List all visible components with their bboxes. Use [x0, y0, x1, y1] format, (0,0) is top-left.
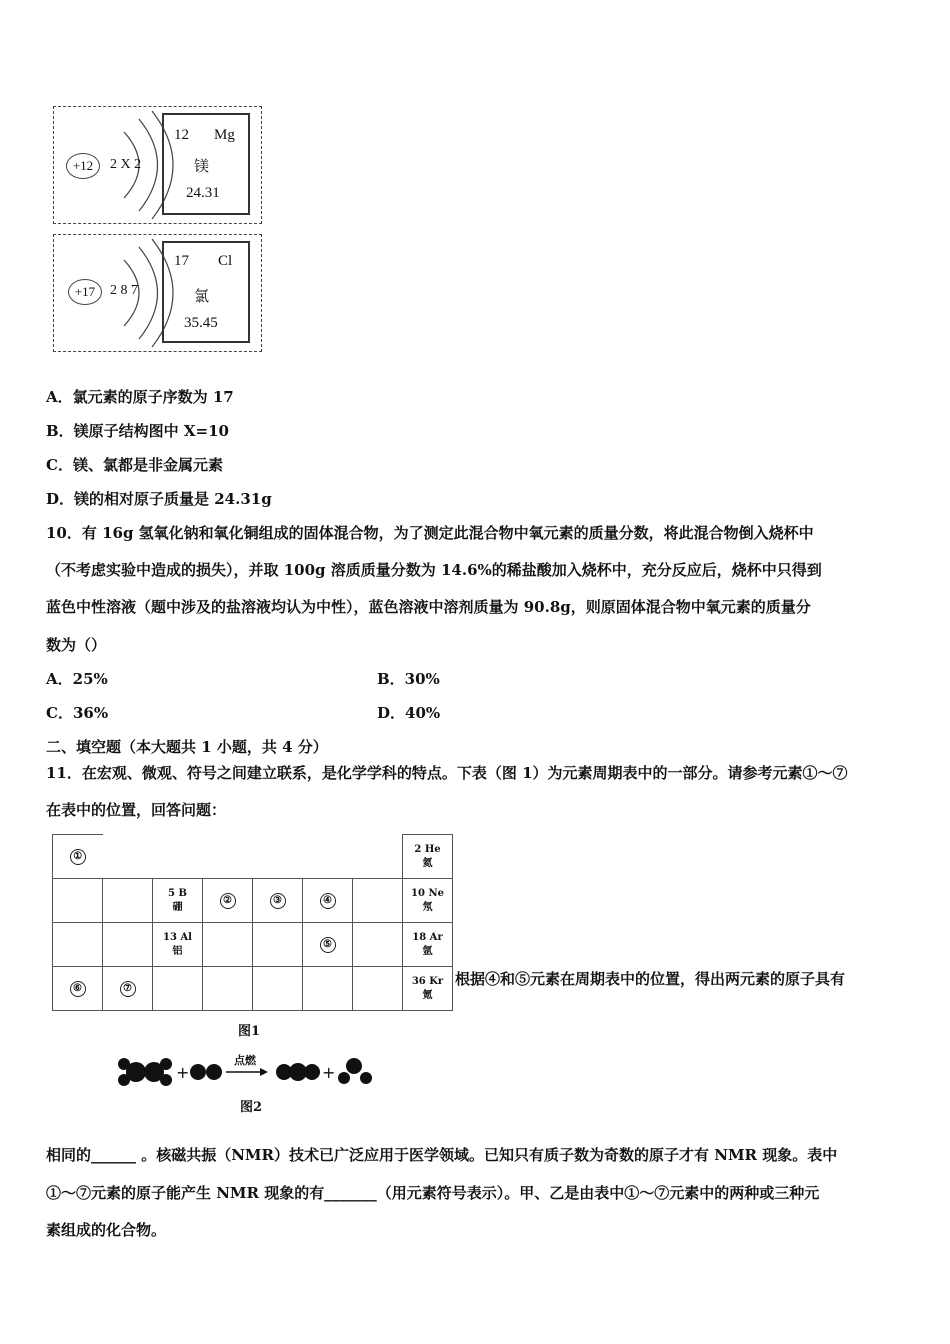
reaction-label: 点燃 — [234, 1054, 256, 1067]
q9-option-b: B．镁原子结构图中 X=10 — [46, 422, 229, 440]
periodic-table-fragment — [52, 834, 453, 1011]
q9-option-a: A．氯元素的原子序数为 17 — [46, 388, 234, 406]
cl-atom-diagram — [53, 234, 262, 352]
q9-option-c: C．镁、氯都是非金属元素 — [46, 456, 223, 474]
figure-1-caption: 图1 — [238, 1024, 261, 1039]
cell-he: 2 He 氦 — [403, 835, 453, 879]
cl-mass: 35.45 — [184, 315, 218, 331]
cell-ar: 18 Ar 氩 — [403, 923, 453, 967]
q11-line-2: 在表中的位置，回答问题： — [46, 801, 227, 819]
q11-side-text: 根据④和⑤元素在周期表中的位置，得出两元素的原子具有 — [455, 970, 846, 988]
mg-electron-shells: 2 X 2 — [110, 157, 142, 172]
q10-line-4: 数为（） — [46, 636, 107, 654]
reaction-diagram — [110, 1046, 380, 1096]
mg-symbol: Mg — [214, 127, 235, 143]
q9-option-d: D．镁的相对原子质量是 24.31g — [46, 490, 272, 508]
cell-4: ④ — [303, 879, 353, 923]
section-2-heading: 二、填空题（本大题共 1 小题，共 4 分） — [46, 738, 328, 756]
mg-name: 镁 — [194, 159, 210, 175]
q10-line-1: 10．有 16g 氢氧化钠和氧化铜组成的固体混合物，为了测定此混合物中氧元素的质量分数，将此混合物倒入烧杯中 — [46, 524, 814, 542]
cl-name: 氯 — [194, 289, 210, 305]
mg-element-card — [162, 113, 250, 215]
q10-option-d: D．40% — [377, 704, 441, 722]
cell-1: ① — [53, 835, 103, 879]
cell-kr: 36 Kr 氪 — [403, 967, 453, 1011]
figure-2-caption: 图2 — [240, 1100, 263, 1115]
cell-7: ⑦ — [103, 967, 153, 1011]
cell-6: ⑥ — [53, 967, 103, 1011]
cell-b: 5 B 硼 — [153, 879, 203, 923]
q11-line-5: 素组成的化合物。 — [46, 1221, 167, 1239]
q11-line-1: 11．在宏观、微观、符号之间建立联系，是化学学科的特点。下表（图 1）为元素周期表中的一部分。请参考元素①～⑦ — [46, 764, 848, 782]
mg-nucleus: +12 — [66, 153, 100, 179]
mg-atomic-number: 12 — [174, 127, 189, 143]
mg-atom-diagram — [53, 106, 262, 224]
cl-atomic-number: 17 — [174, 253, 189, 269]
mg-mass: 24.31 — [186, 185, 220, 201]
q10-line-3: 蓝色中性溶液（题中涉及的盐溶液均认为中性），蓝色溶液中溶剂质量为 90.8g，则原固体混合物中氧元素的质量分 — [46, 598, 811, 616]
cell-al: 13 Al 铝 — [153, 923, 203, 967]
cell-ne: 10 Ne 氖 — [403, 879, 453, 923]
cl-electron-shells: 2 8 7 — [110, 283, 138, 298]
svg-text:+: + — [322, 1063, 336, 1082]
cell-2: ② — [203, 879, 253, 923]
cl-element-card — [162, 241, 250, 343]
q10-option-b: B．30% — [377, 670, 440, 688]
q11-line-3: 相同的______ 。核磁共振（NMR）技术已广泛应用于医学领域。已知只有质子数为奇数的原子才有 NMR 现象。表中 — [46, 1146, 838, 1164]
q10-line-2: （不考虑实验中造成的损失），并取 100g 溶质质量分数为 14.6%的稀盐酸加入烧杯中，充分反应后，烧杯中只得到 — [46, 561, 822, 579]
q10-option-c: C．36% — [46, 704, 109, 722]
q10-option-a: A．25% — [46, 670, 108, 688]
cl-nucleus: +17 — [68, 279, 102, 305]
svg-text:+: + — [176, 1063, 190, 1082]
cell-3: ③ — [253, 879, 303, 923]
cl-symbol: Cl — [218, 253, 233, 269]
cell-5: ⑤ — [303, 923, 353, 967]
q11-line-4: ①～⑦元素的原子能产生 NMR 现象的有_______（用元素符号表示）。甲、乙是由表中①～⑦元素中的两种或三种元 — [46, 1184, 820, 1202]
